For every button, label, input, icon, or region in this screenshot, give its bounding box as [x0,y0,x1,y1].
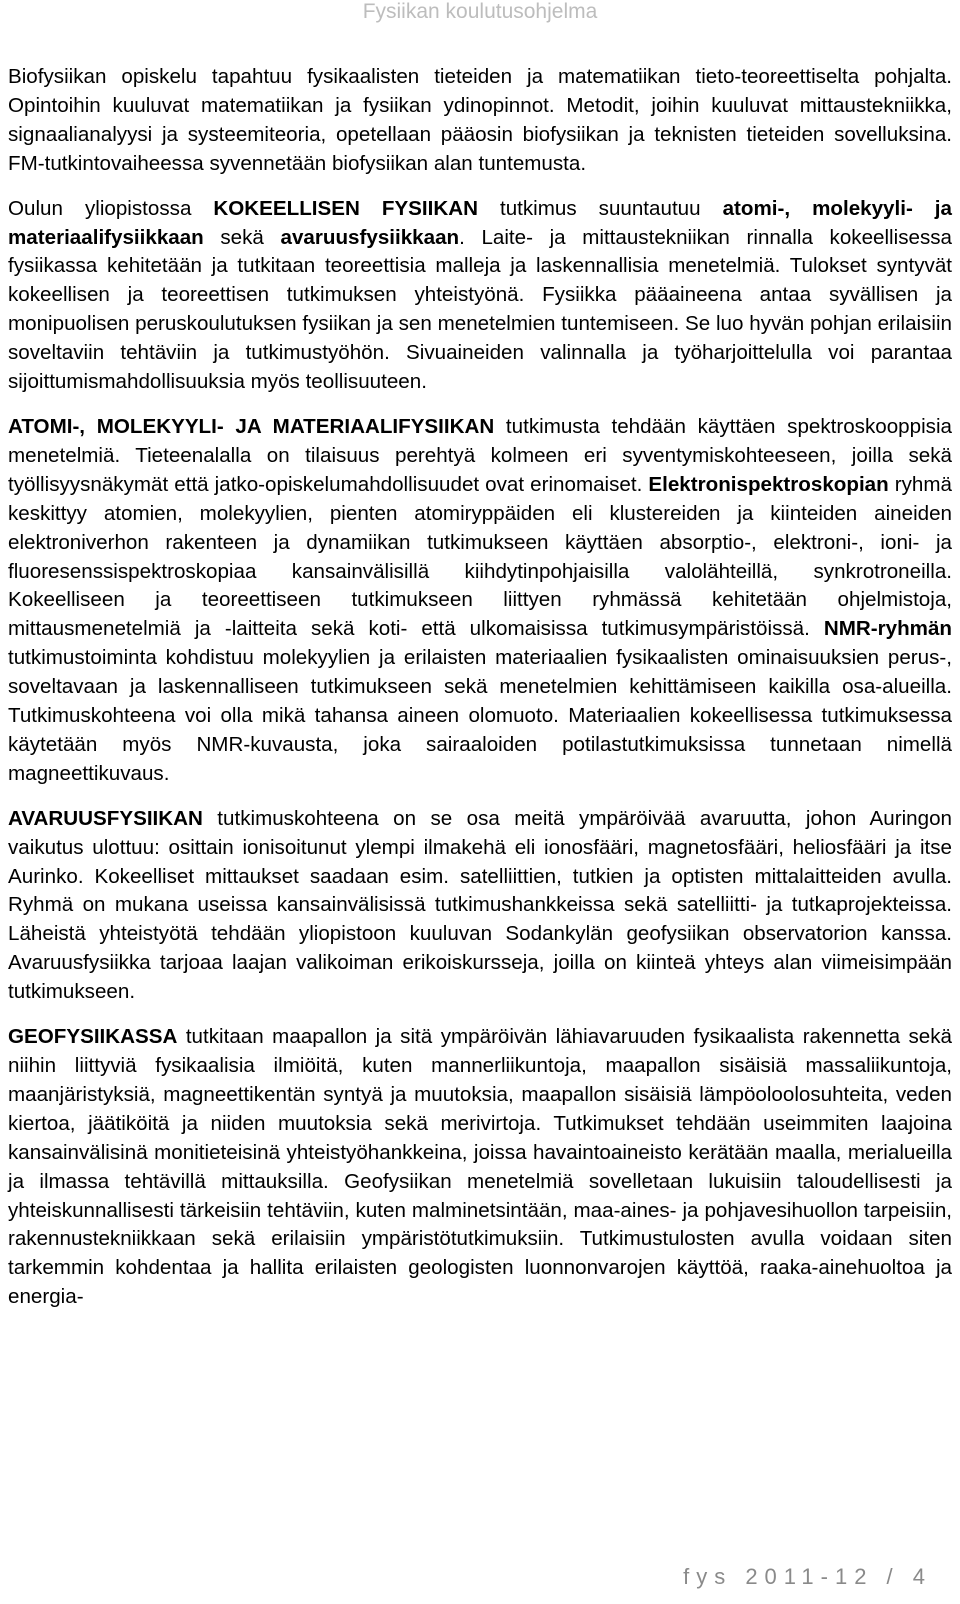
text-run: tutkitaan maapallon ja sitä ympäröivän lähiavaruuden fysikaalista rakennetta sekä niihin liittyviä fysikaalisia ilmiöitä, kuten mannerliikuntoja, maapallon sisäisiä massaliikuntoja, maanjäristyksiä, magneettikentän syntyä ja muutoksia, maapallon sisäisiä lämpöoloolosuhteita, veden kiertoa, jäätiköitä ja niiden muutoksia sekä merivirtoja. Tutkimukset tehdään useimmiten laajoina kansainvälisinä monitieteisinä yhteistyöhankkeina, joissa havaintoaineisto kerätään maalla, merialueilla ja ilmassa tehtävillä mittauksilla. Geofysiikan menetelmiä sovelletaan lukuisiin taloudellisesti ja yhteiskunnallisesti tärkeisiin tehtäviin, kuten malminetsintään, maa-aines- ja pohjavesihuollon tarpeisiin, rakennustekniikkaan sekä erilaisiin ympäristötutkimuksiin. Tutkimustulosten avulla voidaan siten tarkemmin kohdentaa ja hallita erilaisten geologisten luonnonvarojen käyttöä, raaka-ainehuoltoa ja energia- [8,1025,952,1309]
paragraph-space-physics [8,805,952,1007]
paragraph-experimental-physics [8,195,952,397]
paragraph-geophysics [8,1023,952,1312]
bold-term: NMR-ryhmän [823,617,952,641]
text-run: Oulun yliopistossa [8,196,214,220]
text-run: . Laite- ja mittaustekniikan rinnalla kokeellisessa fysiikassa kehitetään ja tutkitaan teoreettisia malleja ja laskennallisia menetelmiä. Tulokset syntyvät kokeellisen ja teoreettisen tutkimuksen yhteistyönä. Fysiikka pääaineena antaa syvällisen ja monipuolisen peruskoulutuksen fysiikan ja sen menetelmien tuntemiseen. Se luo hyvän pohjan erilaisiin soveltaviin tehtäviin ja tutkimustyöhön. Sivuaineiden valinnalla ja työharjoittelulla voi parantaa sijoittumismahdollisuuksia myös teollisuuteen. [8,225,952,394]
bold-term: Elektronispektroskopian [648,472,889,496]
text-run: tutkimuskohteena on se osa meitä ympäröivää avaruutta, johon Auringon vaikutus ulottuu: osittain ionisoitunut ylempi ilmakehä eli ionosfääri, magnetosfääri, heliosfääri ja itse Aurinko. Kokeelliset mittaukset saadaan esim. satelliittien, tutkien ja optisten mittalaitteiden avulla. Ryhmä on mukana useissa kansainvälisissä tutkimushankkeissa sekä satelliitti- ja tutkaprojekteissa. Läheistä yhteistyötä tehdään yliopistoon kuuluvan Sodankylän geofysiikan observatorion kanssa. Avaruusfysiikka tarjoaa laajan valikoiman erikoiskursseja, joilla on kiinteä yhteys alan viimeisimpään tutkimukseen. [8,806,952,1004]
bold-term: atomi-, molekyyli- ja materiaalifysiikkaan [8,196,952,249]
text-run: tutkimusta tehdään käyttäen spektroskooppisia menetelmiä. Tieteenalalla on tilaisuus perehtyä kolmeen eri syventymiskohteeseen, joilla sekä työllisyysnäkymät että jatko-opiskelumahdollisuudet ovat erinomaiset. [8,414,952,496]
text-run: tutkimustoiminta kohdistuu molekyylien ja erilaisten materiaalien fysikaalisten ominaisuuksien perus-, soveltavaan ja laskennalliseen tutkimukseen sekä menetelmien kehittämiseen kaikilla osa-alueilla. Tutkimuskohteena voi olla mikä tahansa aineen olomuoto. Materiaalien kokeellisessa tutkimuksessa käytetään myös NMR-kuvausta, joka sairaaloiden potilastutkimuksissa tunnetaan nimellä magneettikuvaus. [8,646,952,785]
page-footer: fys 2011-12 / 4 [683,1564,932,1589]
text-run: tutkimus suuntautuu [477,196,723,220]
text-run: sekä [203,225,281,249]
paragraph-text: Biofysiikan opiskelu tapahtuu fysikaalisten tieteiden ja matematiikan tieto-teoreettiselta pohjalta. Opintoihin kuuluvat matematiikan ja fysiikan ydinopinnot. Metodit, joihin kuuluvat mittaustekniikka, signaalianalyysi ja systeemiteoria, opetellaan pääosin biofysiikan ja teknisten tieteiden sovelluksina. FM-tutkintovaiheessa syvennetään biofysiikan alan tuntemusta. [8,65,952,175]
bold-term: KOKEELLISEN FYSIIKAN [213,196,478,220]
paragraph-biophysics [8,63,952,179]
text-run: ryhmä keskittyy atomien, molekyylien, pienten atomiryppäiden eli klustereiden ja kiinteiden aineiden elektroniverhon rakenteen ja dynamiikan tutkimukseen käyttäen absorptio-, elektroni-, ioni- ja fluoresenssispektroskopiaa kansainvälisillä kiihdytinpohjaisilla valolähteillä, synkrotroneilla. Kokeelliseen ja teoreettiseen tutkimukseen liittyen ryhmässä kehitetään ohjelmistoja, mittausmenetelmiä ja -laitteita sekä koti- että ulkomaisissa tutkimusympäristöissä. [8,472,952,641]
section-heading-inline: ATOMI-, MOLEKYYLI- JA MATERIAALIFYSIIKAN [8,414,495,438]
document-body [8,63,952,1328]
bold-term: avaruusfysiikkaan [280,225,460,249]
page-header: Fysiikan koulutusohjelma [362,0,598,23]
section-heading-inline: GEOFYSIIKASSA [8,1025,178,1049]
section-heading-inline: AVARUUSFYSIIKAN [8,806,203,830]
paragraph-atomic-molecular-materials [8,413,952,789]
